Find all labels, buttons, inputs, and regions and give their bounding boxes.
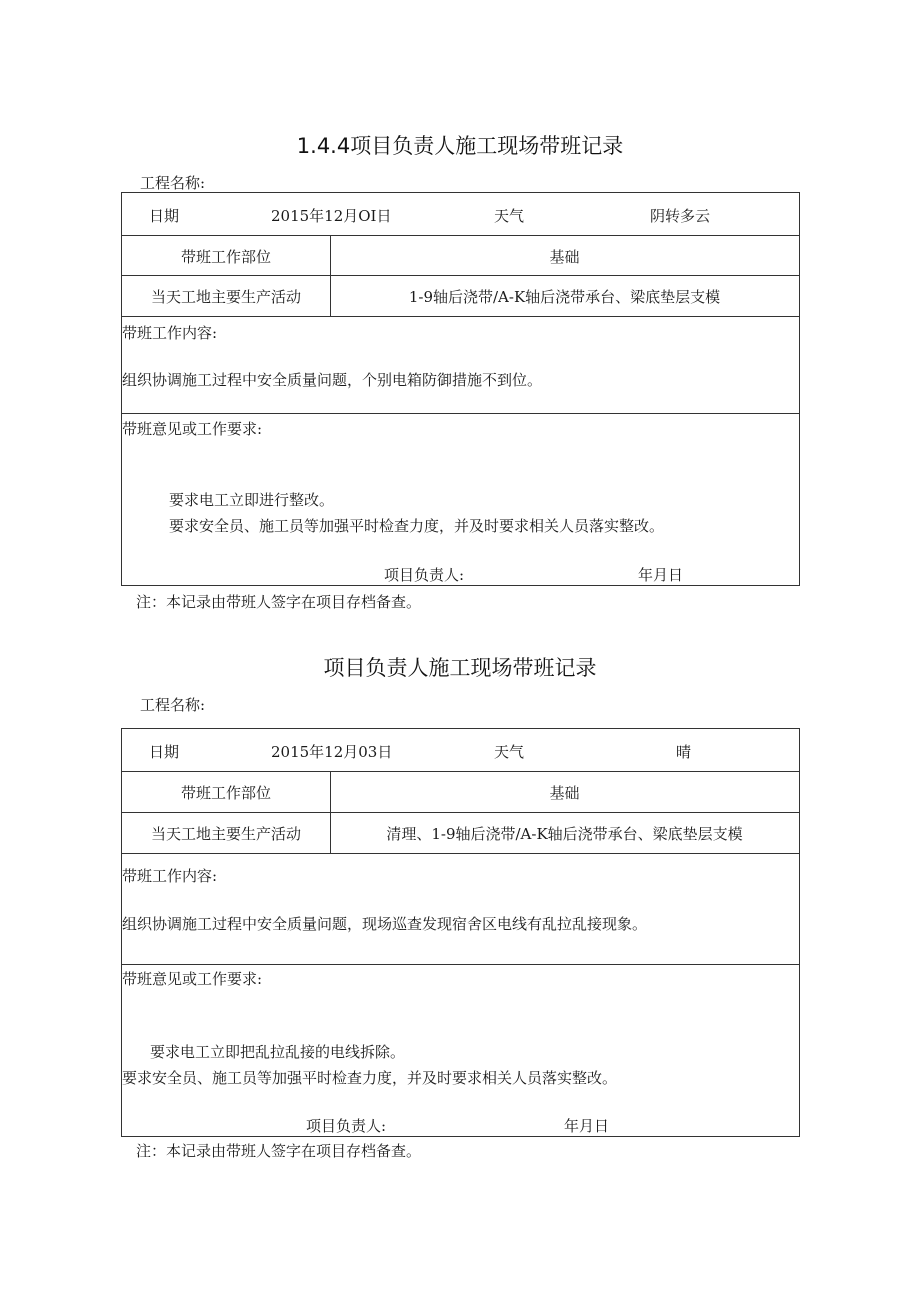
record-1-sign-label: 项目负责人: — [384, 566, 465, 584]
record-2-weather-value: 晴 — [676, 743, 692, 761]
record-1-activity-row — [122, 275, 799, 317]
record-1-requirements-row — [122, 413, 799, 586]
record-1-content-label: 带班工作内容: — [122, 324, 218, 342]
record-2-dept-label: 带班工作部位 — [180, 784, 271, 802]
record-2-date-row — [122, 729, 799, 771]
record-2-title: 项目负责人施工现场带班记录 — [323, 656, 597, 680]
record-2-note: 注：本记录由带班人签字在项目存档备查。 — [136, 1142, 422, 1160]
record-2-table — [121, 728, 800, 1137]
record-1-activity-label: 当天工地主要生产活动 — [150, 288, 301, 306]
record-1-weather-value: 阴转多云 — [650, 207, 711, 225]
record-2-date-label: 日期 — [149, 743, 180, 761]
record-1-req-line-2: 要求安全员、施工员等加强平时检查力度，并及时要求相关人员落实整改。 — [169, 517, 665, 535]
record-2-dept-value: 基础 — [549, 784, 580, 802]
record-1-req-line-1: 要求电工立即进行整改。 — [169, 491, 335, 509]
record-2-requirements-row — [122, 964, 799, 1137]
record-2-dept-row — [122, 771, 799, 813]
record-2-sign-label: 项目负责人: — [306, 1117, 387, 1135]
record-2-date-value: 2015年12月03日 — [271, 743, 393, 761]
record-2-req-line-2: 要求安全员、施工员等加强平时检查力度，并及时要求相关人员落实整改。 — [122, 1069, 618, 1087]
record-1-dept-label: 带班工作部位 — [180, 247, 271, 266]
record-1-title: 1.4.4项目负责人施工现场带班记录 — [296, 134, 624, 158]
record-1-note: 注：本记录由带班人签字在项目存档备查。 — [136, 593, 422, 611]
record-1-date-label: 日期 — [149, 207, 180, 225]
record-2-req-label: 带班意见或工作要求: — [122, 970, 263, 988]
record-2-content-label: 带班工作内容: — [122, 867, 218, 885]
record-1-activity-value: 1-9轴后浇带/A-K轴后浇带承台、梁底垫层支模 — [408, 288, 721, 306]
record-2-project-name-label: 工程名称: — [140, 696, 206, 714]
record-2-activity-row — [122, 812, 799, 854]
record-1-date-value: 2015年12月OI日 — [271, 207, 392, 225]
record-2-activity-label: 当天工地主要生产活动 — [150, 825, 301, 843]
record-1-content-row — [122, 316, 799, 414]
record-2-req-line-1: 要求电工立即把乱拉乱接的电线拆除。 — [150, 1043, 406, 1061]
record-1-sign-date: 年月日 — [638, 566, 684, 584]
record-1-table — [121, 192, 800, 586]
record-1-dept-row — [122, 235, 799, 276]
record-2-activity-value: 清理、1-9轴后浇带/A-K轴后浇带承台、梁底垫层支模 — [386, 825, 743, 843]
record-1-weather-label: 天气 — [494, 207, 525, 225]
record-1-req-label: 带班意见或工作要求: — [122, 420, 263, 438]
record-1-project-name-label: 工程名称: — [140, 174, 206, 192]
record-1-dept-value: 基础 — [549, 247, 580, 266]
record-2-weather-label: 天气 — [494, 743, 525, 761]
record-1-date-row — [122, 193, 799, 235]
record-2-content-text: 组织协调施工过程中安全质量问题，现场巡查发现宿舍区电线有乱拉乱接现象。 — [122, 915, 648, 933]
record-1-content-text: 组织协调施工过程中安全质量问题，个别电箱防御措施不到位。 — [122, 371, 543, 389]
record-2-sign-date: 年月日 — [564, 1117, 610, 1135]
record-2-content-row — [122, 853, 799, 965]
